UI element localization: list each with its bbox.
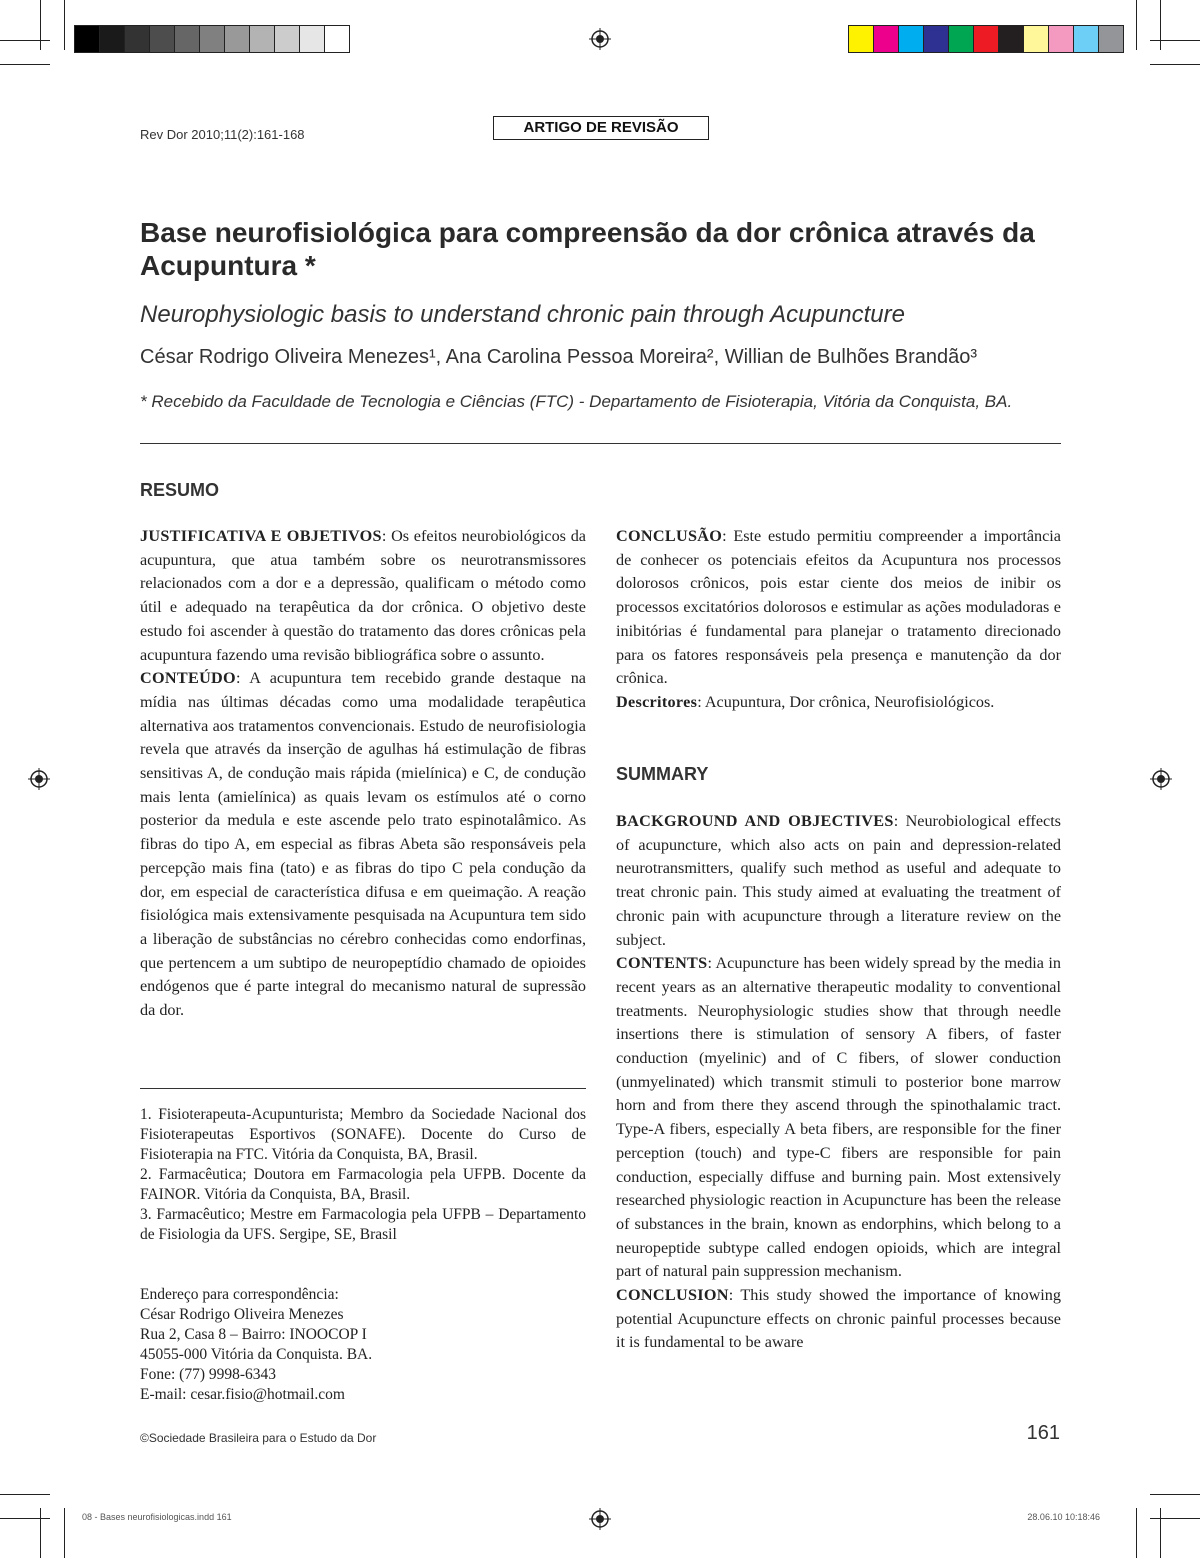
color-swatch <box>924 26 949 52</box>
color-swatch <box>175 26 200 52</box>
footnote-item: 2. Farmacêutica; Doutora em Farmacologia pela UFPB. Docente da FAINOR. Vitória da Conquista, BA, Brasil. <box>140 1166 586 1203</box>
color-swatch <box>1024 26 1049 52</box>
crop-mark <box>0 1494 50 1495</box>
author-list: César Rodrigo Oliveira Menezes¹, Ana Carolina Pessoa Moreira², Willian de Bulhões Brandão³ <box>140 346 978 368</box>
article-subtitle: Neurophysiologic basis to understand chronic pain through Acupuncture <box>140 301 905 328</box>
print-slug-datetime: 28.06.10 10:18:46 <box>1027 1512 1100 1522</box>
registration-mark-icon <box>28 768 50 790</box>
color-swatch <box>200 26 225 52</box>
section-label: CONCLUSÃO <box>616 527 723 545</box>
color-swatch <box>275 26 300 52</box>
color-swatch <box>874 26 899 52</box>
color-swatch <box>974 26 999 52</box>
crop-mark <box>0 40 50 41</box>
resumo-right-column <box>616 525 1061 715</box>
resumo-conteudo: CONTEÚDO: A acupuntura tem recebido grande destaque na mídia nas últimas décadas como uma modalidade terapêutica alternativa aos tratamentos convencionais. Estudo de neurofisiologia revela que através da inserção de agulhas há estimulação de fibras sensitivas A, de condução mais rápida (mielínica) e C, de condução mais lenta (amielínica) as quais levam os estímulos até o corno posterior da medula e este ascende pelo trato espinotalâmico. As fibras do tipo A, em especial as fibras Abeta são responsáveis pela percepção mais fina (tato) e as fibras do tipo C pela condução da dor, em especial de característica difusa e em queimação. A reação fisiológica mais extensivamente pesquisada na Acupuntura tem sido a liberação de substâncias no cérebro conhecidas como endorfinas, que pertencem a um subtipo de neuropeptídio chamado de opioides endógenos que é parte integral do mecanismo natural de supressão da dor. <box>140 669 586 1020</box>
crop-mark <box>1150 64 1200 65</box>
resumo-left-column <box>140 525 586 1023</box>
color-swatch <box>125 26 150 52</box>
color-swatch <box>899 26 924 52</box>
affiliation-note: * Recebido da Faculdade de Tecnologia e Ciências (FTC) - Departamento de Fisioterapia, Vitória da Conquista, BA. <box>140 392 1013 411</box>
summary-contents: CONTENTS: Acupuncture has been widely spread by the media in recent years as an alternative therapeutic modality to conventional treatments. Neurophysiologic studies show that through needle insertions there is stimulation of sensory A fibers, of faster conduction (myelinic) and of C fibers, of slower conduction (unmyelinated) which transmit stimuli to posterior bone marrow horn and from there they ascend through the spinothalamic tract. Type-A fibers, especially A beta fibers, are responsible for the finer perception (touch) and type-C fibers are responsible for pain conduction, especially diffuse and burning pain. Most extensively researched physiologic reaction in Acupuncture has been the release of substances in the brain, known as endorphins, which belong to a neuropeptide subtype called endogen opioids, which are integral part of natural pain suppression mechanism. <box>616 954 1061 1281</box>
crop-mark <box>0 64 50 65</box>
crop-mark <box>64 0 65 50</box>
section-label: BACKGROUND AND OBJECTIVES <box>616 812 894 830</box>
footnote-divider <box>140 1088 586 1089</box>
crop-mark <box>1160 0 1161 50</box>
correspondence-address <box>140 1285 586 1405</box>
header-divider <box>140 443 1061 444</box>
crop-mark <box>1136 1508 1137 1558</box>
crop-mark <box>1150 40 1200 41</box>
process-color-bar <box>848 25 1124 53</box>
crop-mark <box>40 1508 41 1558</box>
footnotes <box>140 1105 586 1245</box>
resumo-descritores: Descritores: Acupuntura, Dor crônica, Neurofisiológicos. <box>616 692 995 711</box>
color-swatch <box>150 26 175 52</box>
correspondence-name: César Rodrigo Oliveira Menezes <box>140 1306 344 1323</box>
correspondence-phone: Fone: (77) 9998-6343 <box>140 1366 277 1383</box>
color-swatch <box>1099 26 1123 52</box>
summary-heading: SUMMARY <box>616 764 709 784</box>
registration-mark-icon <box>589 1508 611 1530</box>
resumo-conclusao: CONCLUSÃO: Este estudo permitiu compreender a importância de conhecer os potenciais efeitos da Acupuntura nos processos dolorosos crônicos, pois estar ciente dos meios de inibir os processos excitatórios dolorosos e estimular as ações moduladoras e inibitórias é fundamental para planejar o tratamento direcionado para os fatores responsáveis pela presença e manutenção da dor crônica. <box>616 527 1061 688</box>
correspondence-city: 45055-000 Vitória da Conquista. BA. <box>140 1346 373 1363</box>
journal-reference: Rev Dor 2010;11(2):161-168 <box>140 127 305 142</box>
print-slug-file: 08 - Bases neurofisiologicas.indd 161 <box>82 1512 232 1522</box>
section-label: Descritores <box>616 692 698 711</box>
footnote-item: 3. Farmacêutico; Mestre em Farmacologia pela UFPB – Departamento de Fisiologia da UFS. Sergipe, SE, Brasil <box>140 1206 586 1243</box>
section-label: CONTENTS <box>616 954 708 973</box>
footnote-item: 1. Fisioterapeuta-Acupunturista; Membro da Sociedade Nacional dos Fisioterapeutas Esportivos (SONAFE). Docente do Curso de Fisioterapia na FTC. Vitória da Conquista, BA, Brasil. <box>140 1106 586 1163</box>
color-swatch <box>999 26 1024 52</box>
correspondence-street: Rua 2, Casa 8 – Bairro: INOOCOP I <box>140 1326 367 1343</box>
summary-background: BACKGROUND AND OBJECTIVES: Neurobiological effects of acupuncture, which also acts on pain and depression-related neurotransmitters, qualify such method as useful and adequate to treat chronic pain. This study aimed at evaluating the treatment of chronic pain with acupuncture through a literature review on the subject. <box>616 812 1061 949</box>
crop-mark <box>0 1518 50 1519</box>
crop-mark <box>1160 1508 1161 1558</box>
copyright-notice: ©Sociedade Brasileira para o Estudo da Dor <box>140 1431 377 1445</box>
color-swatch <box>100 26 125 52</box>
crop-mark <box>1136 0 1137 50</box>
color-swatch <box>1049 26 1074 52</box>
registration-mark-icon <box>589 28 611 50</box>
correspondence-label: Endereço para correspondência: <box>140 1286 339 1303</box>
section-label: JUSTIFICATIVA E OBJETIVOS <box>140 527 382 545</box>
color-swatch <box>75 26 100 52</box>
page-number: 161 <box>1026 1422 1060 1444</box>
gray-color-bar <box>74 25 350 53</box>
crop-mark <box>1150 1518 1200 1519</box>
crop-mark <box>1150 1494 1200 1495</box>
crop-mark <box>40 0 41 50</box>
color-swatch <box>225 26 250 52</box>
color-swatch <box>325 26 349 52</box>
section-label: CONTEÚDO <box>140 669 236 688</box>
summary-conclusion: CONCLUSION: This study showed the importance of knowing potential Acupuncture effects on chronic painful processes because it is fundamental to be aware <box>616 1286 1061 1352</box>
correspondence-email[interactable]: E-mail: cesar.fisio@hotmail.com <box>140 1386 345 1403</box>
color-swatch <box>300 26 325 52</box>
color-swatch <box>949 26 974 52</box>
color-swatch <box>250 26 275 52</box>
color-swatch <box>849 26 874 52</box>
resumo-justificativa: JUSTIFICATIVA E OBJETIVOS: Os efeitos neurobiológicos da acupuntura, que atua também sobre os neurotransmissores relacionados com a dor e a depressão, qualificam o método como útil e adequado na terapêutica da dor crônica. O objetivo deste estudo foi ascender à questão do tratamento das dores crônicas pela acupuntura fazendo uma revisão bibliográfica sobre o assunto. <box>140 527 586 664</box>
registration-mark-icon <box>1150 768 1172 790</box>
section-label: CONCLUSION <box>616 1286 729 1305</box>
article-title: Base neurofisiológica para compreensão da dor crônica através da Acupuntura * <box>140 217 1035 281</box>
article-type-badge: ARTIGO DE REVISÃO <box>493 116 709 140</box>
resumo-heading: RESUMO <box>140 480 220 500</box>
color-swatch <box>1074 26 1099 52</box>
crop-mark <box>64 1508 65 1558</box>
summary-column <box>616 810 1061 1355</box>
